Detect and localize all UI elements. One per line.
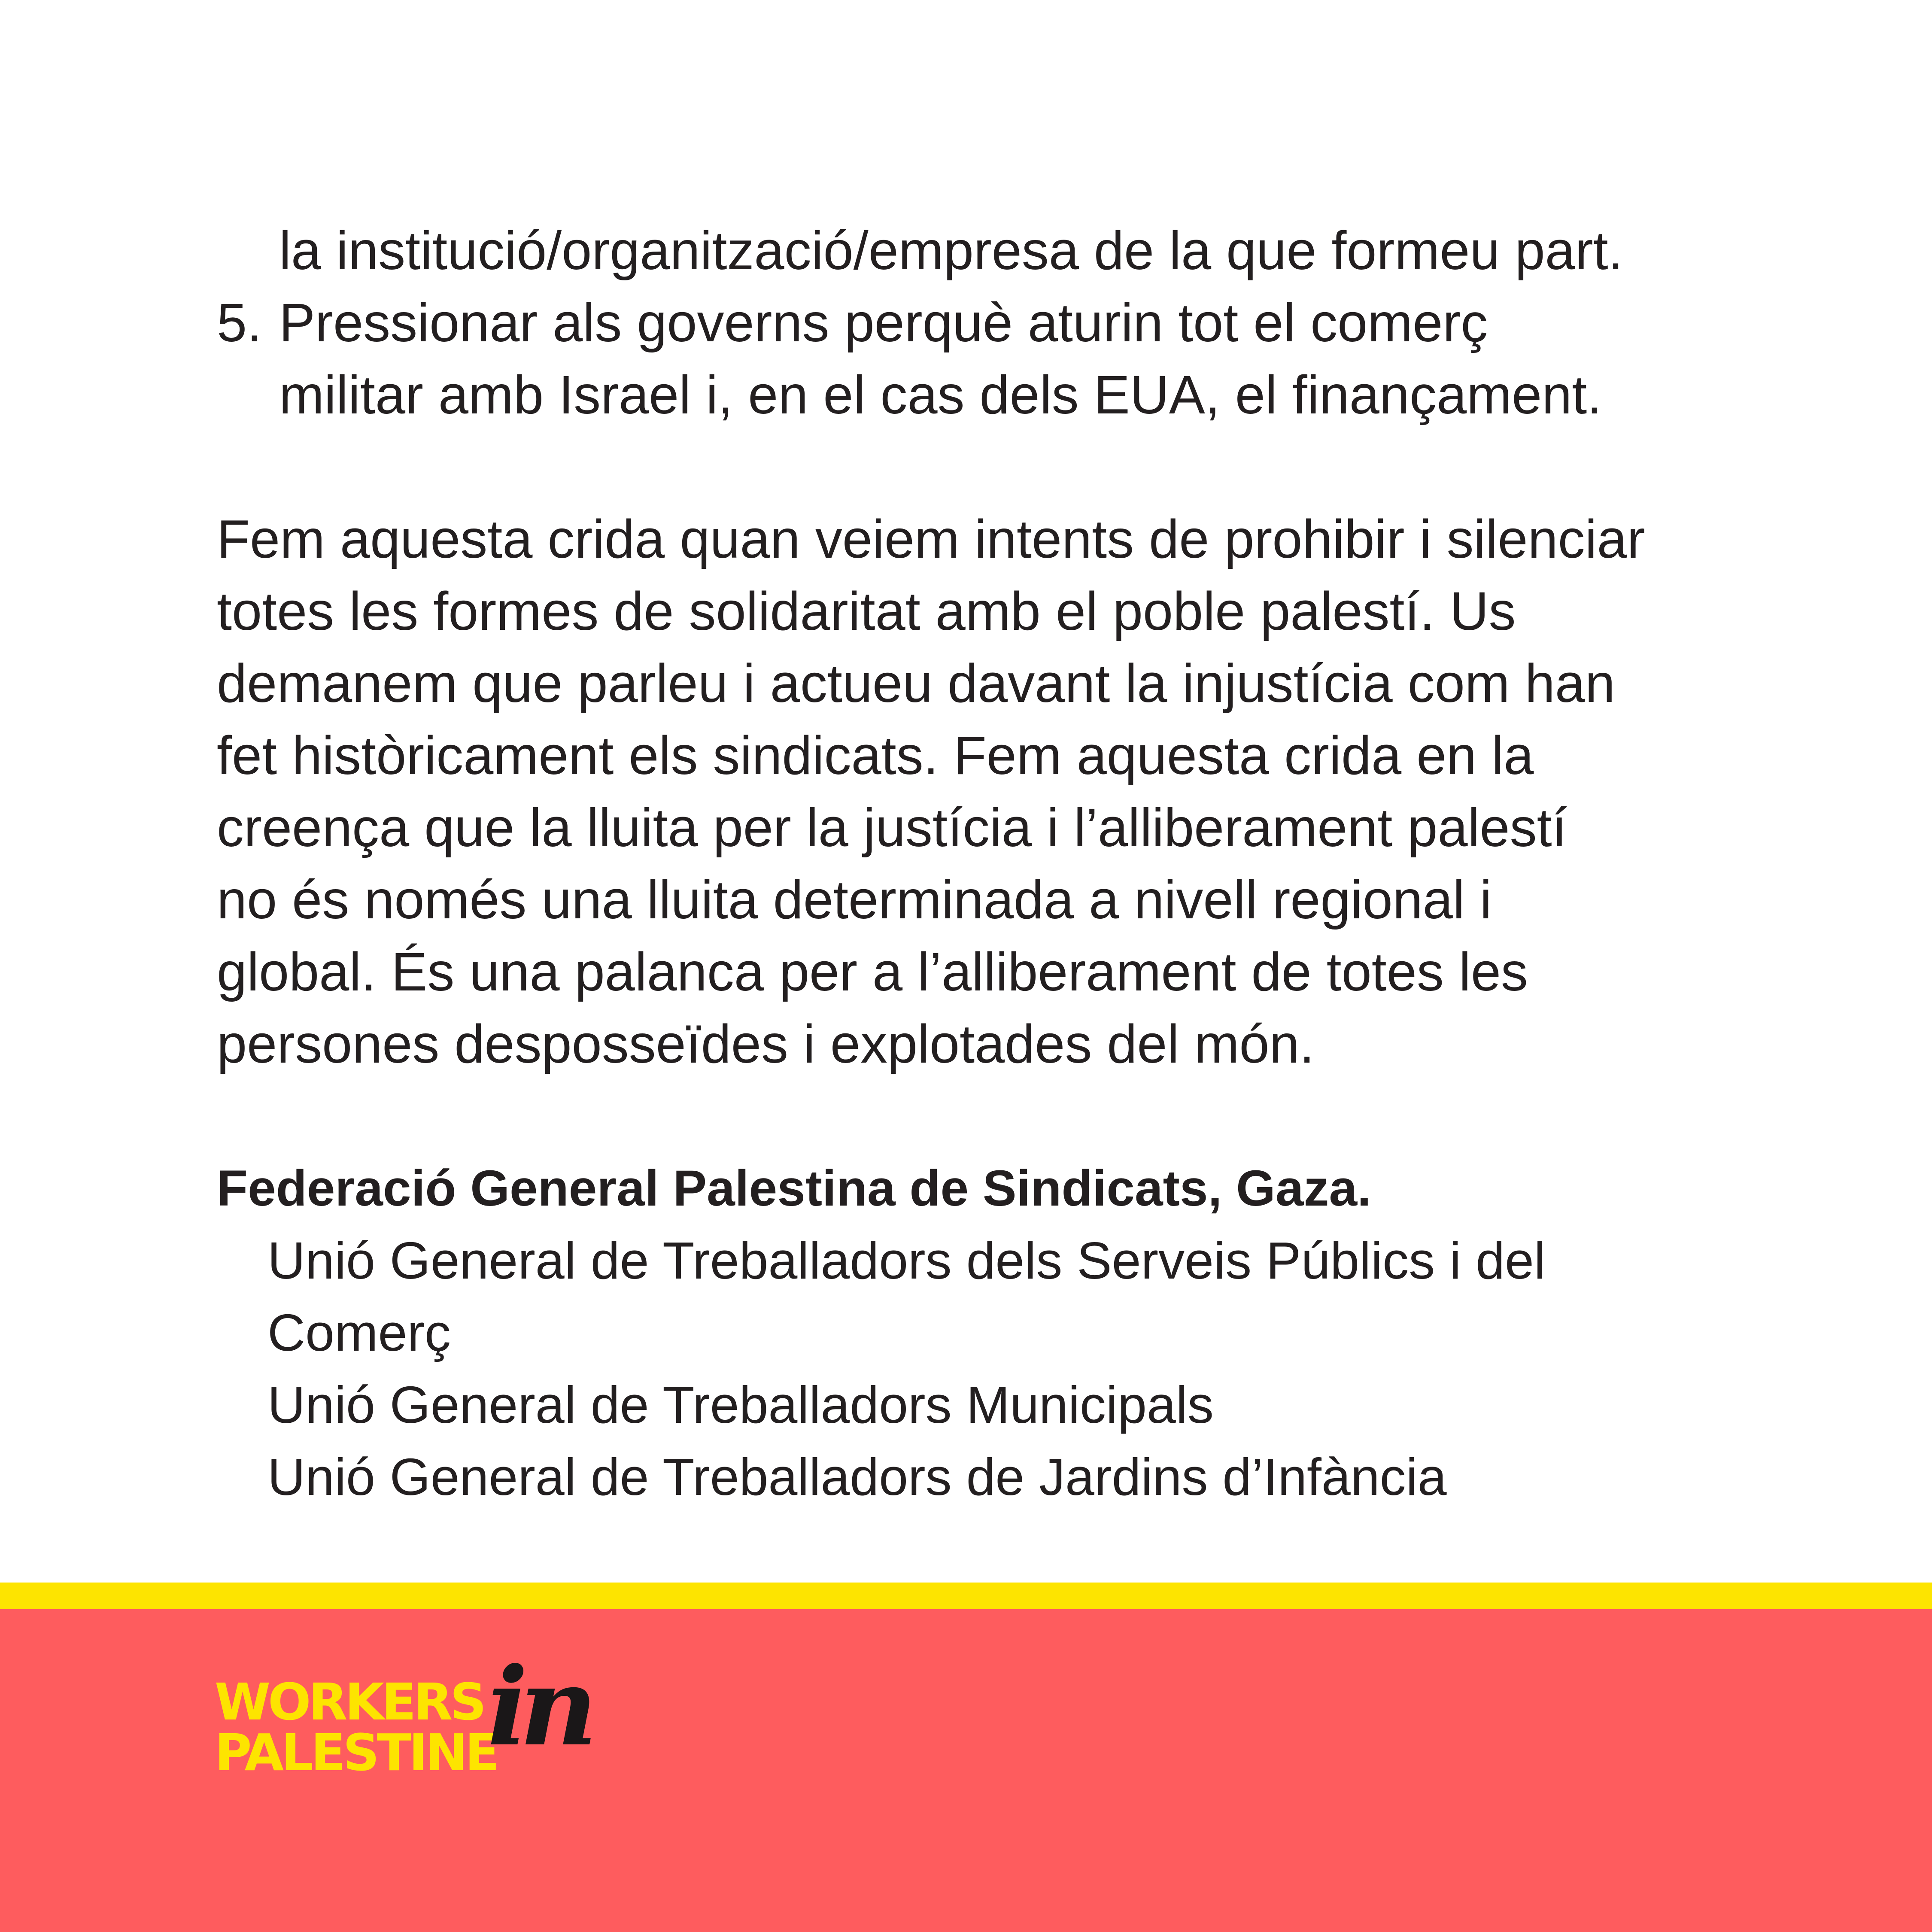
list-item-5-number: 5.	[217, 292, 262, 353]
list-item-5-line-1: Pressionar als governs perquè aturin tot el comerç	[279, 292, 1488, 353]
paragraph-line: no és només una lluita determinada a nivell regional i	[217, 869, 1492, 930]
paragraph-line: creença que la lluita per la justícia i l’alliberament palestí	[217, 797, 1567, 858]
signature-block	[217, 1152, 1805, 1513]
paragraph-line: Fem aquesta crida quan veiem intents de prohibir i silenciar	[217, 509, 1645, 569]
logo-word-workers: WORKERS	[215, 1672, 484, 1732]
paragraph-line: fet històricament els sindicats. Fem aquesta crida en la	[217, 725, 1534, 786]
union-name-line-1: Unió General de Treballadors de Jardins d’Infància	[267, 1448, 1447, 1506]
union-item	[217, 1441, 1805, 1513]
paragraph-line: persones desposseïdes i explotades del món.	[217, 1014, 1315, 1074]
workers-in-palestine-logo	[215, 1643, 601, 1792]
list-item-4-continuation: la institució/organització/empresa de la que formeu part.	[279, 220, 1623, 281]
list-item-5-line-2: militar amb Israel i, en el cas dels EUA, el finançament.	[279, 365, 1602, 425]
union-item	[217, 1369, 1805, 1441]
paragraph-line: totes les formes de solidaritat amb el poble palestí. Us	[217, 581, 1516, 641]
logo-word-palestine: PALESTINE	[215, 1723, 497, 1782]
logo-word-in: in	[487, 1643, 589, 1770]
body-paragraph	[217, 503, 1805, 1080]
union-name-line-1: Unió General de Treballadors Municipals	[267, 1376, 1214, 1434]
signature-title: Federació General Palestina de Sindicats, Gaza.	[217, 1160, 1371, 1217]
document-body	[217, 215, 1805, 1513]
list-item-5	[217, 287, 1805, 359]
paragraph-line: global. És una palanca per a l’alliberament de totes les	[217, 942, 1528, 1002]
union-item	[217, 1224, 1805, 1369]
union-name-line-2: Comerç	[267, 1303, 451, 1362]
paragraph-line: demanem que parleu i actueu davant la injustícia com han	[217, 653, 1615, 714]
union-name-line-1: Unió General de Treballadors dels Serveis Públics i del	[267, 1231, 1546, 1290]
footer-yellow-stripe	[0, 1583, 1932, 1609]
